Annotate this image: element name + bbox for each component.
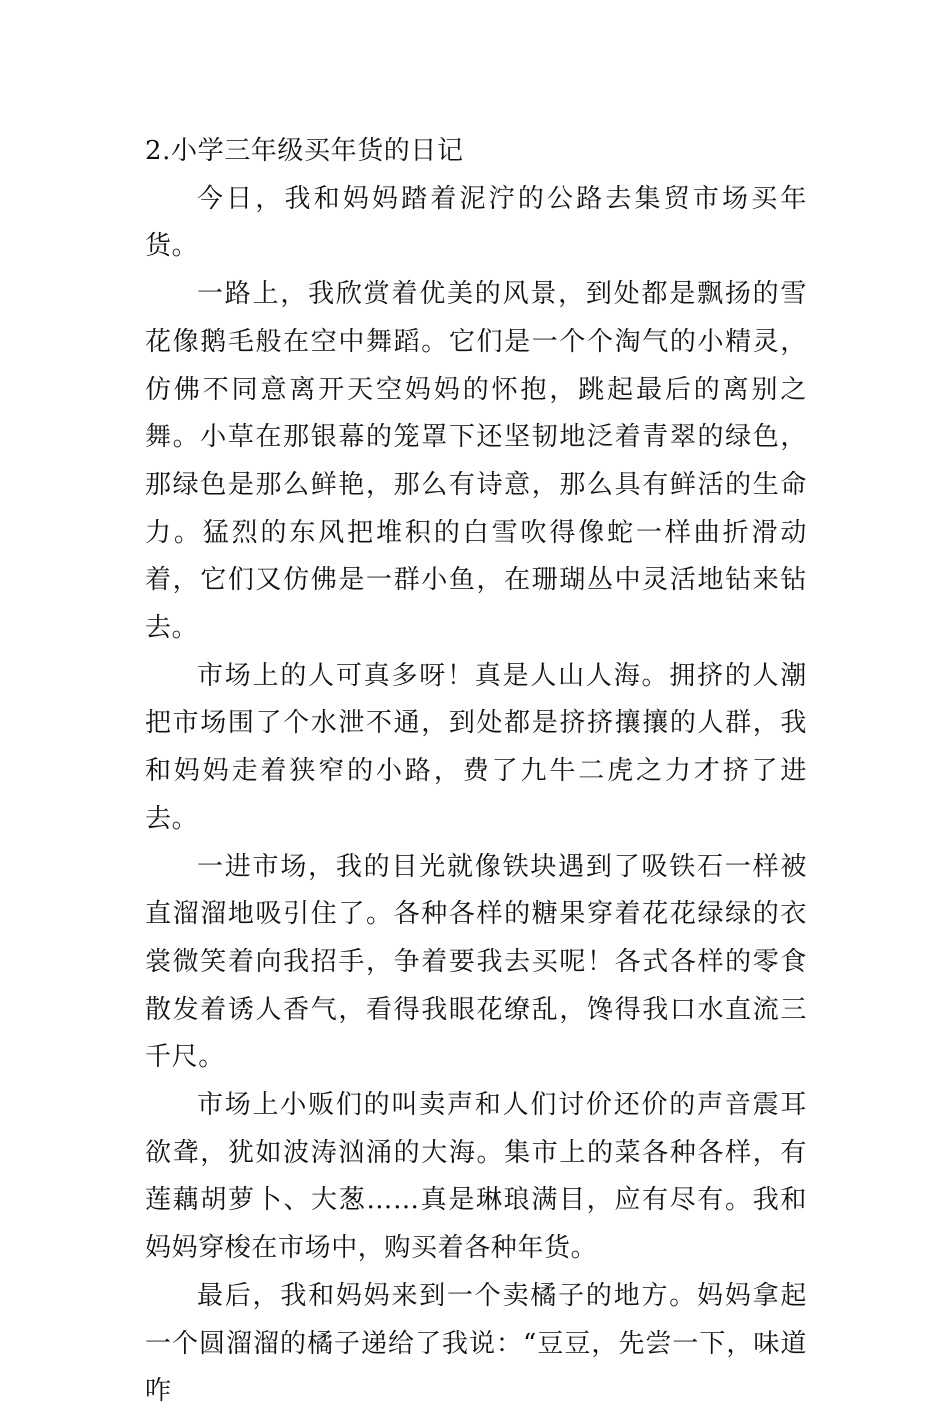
document-title: 2.小学三年级买年货的日记 xyxy=(145,136,464,166)
paragraph-5: 市场上小贩们的叫卖声和人们讨价还价的声音震耳欲聋，犹如波涛汹涌的大海。集市上的菜各种各样，有莲藕胡萝卜、大葱……真是琳琅满目，应有尽有。我和妈妈穿梭在市场中，购买着各种年货。 xyxy=(145,1090,807,1264)
document-body xyxy=(145,128,807,1416)
paragraph-6: 最后，我和妈妈来到一个卖橘子的地方。妈妈拿起一个圆溜溜的橘子递给了我说：“豆豆，先尝一下，味道咋 xyxy=(145,1280,807,1407)
paragraph-3: 市场上的人可真多呀！真是人山人海。拥挤的人潮把市场围了个水泄不通，到处都是挤挤攘攘的人群，我和妈妈走着狭窄的小路，费了九牛二虎之力才挤了进去。 xyxy=(145,660,807,834)
paragraph-4: 一进市场，我的目光就像铁块遇到了吸铁石一样被直溜溜地吸引住了。各种各样的糖果穿着花花绿绿的衣裳微笑着向我招手，争着要我去买呢！各式各样的零食散发着诱人香气，看得我眼花缭乱，馋得我口水直流三千尺。 xyxy=(145,851,807,1073)
paragraph-1: 今日，我和妈妈踏着泥泞的公路去集贸市场买年货。 xyxy=(145,183,807,262)
paragraph-2: 一路上，我欣赏着优美的风景，到处都是飘扬的雪花像鹅毛般在空中舞蹈。它们是一个个淘气的小精灵，仿佛不同意离开天空妈妈的怀抱，跳起最后的离别之舞。小草在那银幕的笼罩下还坚韧地泛着青翠的绿色，那绿色是那么鲜艳，那么有诗意，那么具有鲜活的生命力。猛烈的东风把堆积的白雪吹得像蛇一样曲折滑动着，它们又仿佛是一群小鱼，在珊瑚丛中灵活地钻来钻去。 xyxy=(145,279,807,644)
